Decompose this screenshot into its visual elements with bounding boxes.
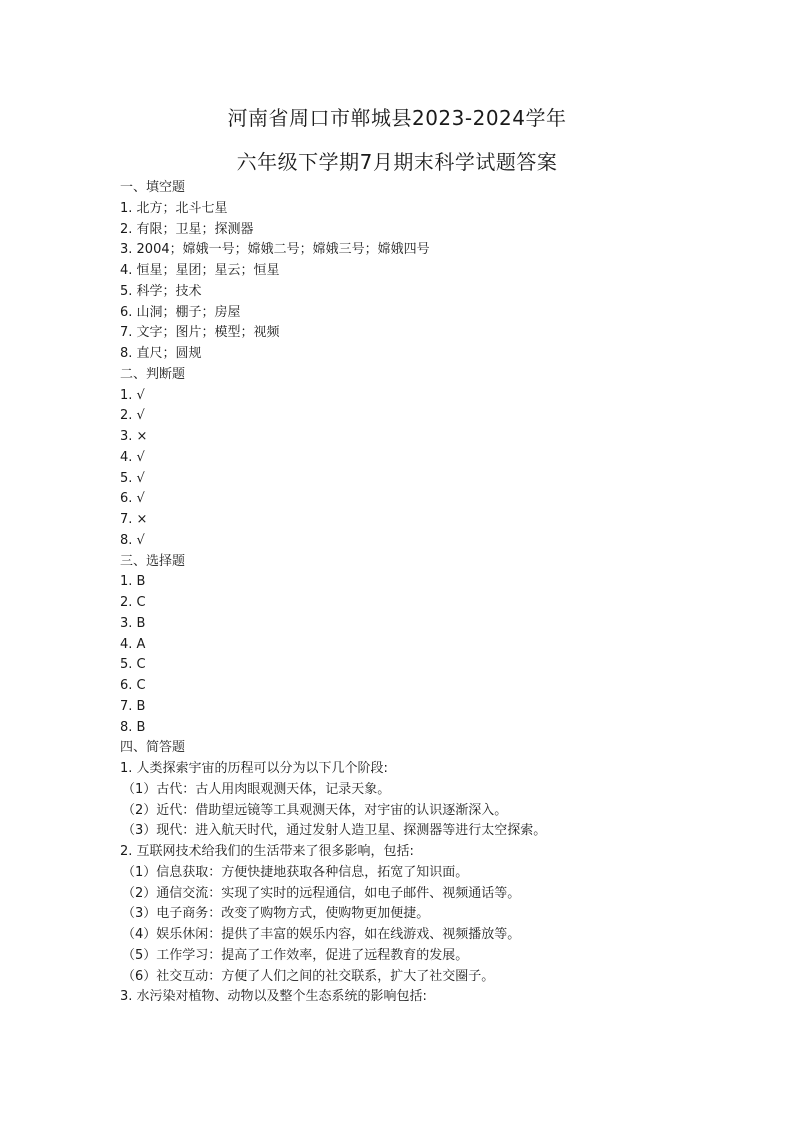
document-subtitle: 六年级下学期7月期末科学试题答案 [236,150,558,174]
choice-answer: 8. B [120,719,146,735]
choice-answer: 7. B [120,698,146,714]
fill-answer: 2. 有限；卫星；探测器 [120,221,254,237]
fill-answer: 5. 科学；技术 [120,283,202,299]
choice-answer: 4. A [120,636,146,652]
choice-answer: 5. C [120,657,146,673]
short-answer-point: （1）古代：古人用肉眼观测天体，记录天象。 [122,781,391,797]
judge-answer: 1. √ [120,387,145,403]
fill-answer: 6. 山洞；棚子；房屋 [120,304,241,320]
judge-answer: 6. √ [120,491,145,507]
short-question-2: 2. 互联网技术给我们的生活带来了很多影响，包括: [120,844,414,859]
choice-answer: 3. B [120,615,146,631]
document-title: 河南省周口市郸城县2023-2024学年 [227,106,567,130]
short-answer-point: （1）信息获取：方便快捷地获取各种信息，拓宽了知识面。 [122,864,469,880]
short-answer-point: （2）近代：借助望远镜等工具观测天体，对宇宙的认识逐渐深入。 [122,802,508,818]
short-answer-point: （5）工作学习：提高了工作效率，促进了远程教育的发展。 [122,947,469,963]
short-answer-point: （4）娱乐休闲：提供了丰富的娱乐内容，如在线游戏、视频播放等。 [122,927,521,942]
judge-answer: 2. √ [120,408,145,424]
short-question-1: 1. 人类探索宇宙的历程可以分为以下几个阶段: [120,761,388,776]
section-heading-choice: 三、选择题 [120,553,186,569]
fill-answer: 1. 北方；北斗七星 [120,200,228,216]
short-answer-point: （2）通信交流：实现了实时的远程通信，如电子邮件、视频通话等。 [122,885,521,901]
fill-answer: 4. 恒星；星团；星云；恒星 [120,263,280,278]
short-answer-point: （6）社交互动：方便了人们之间的社交联系，扩大了社交圈子。 [122,968,495,984]
section-heading-fill: 一、填空题 [120,180,186,195]
short-answer-point: （3）现代：进入航天时代，通过发射人造卫星、探测器等进行太空探索。 [122,823,547,839]
fill-answer: 7. 文字；图片；模型；视频 [120,325,280,341]
short-question-3: 3. 水污染对植物、动物以及整个生态系统的影响包括: [120,989,427,1005]
section-heading-short: 四、简答题 [120,740,186,756]
choice-answer: 6. C [120,678,146,693]
fill-answer: 3. 2004；嫦娥一号；嫦娥二号；嫦娥三号；嫦娥四号 [120,242,430,258]
section-heading-judge: 二、判断题 [120,366,186,382]
choice-answer: 2. C [120,595,146,610]
judge-answer: 5. √ [120,470,145,486]
judge-answer: 8. √ [120,532,145,548]
choice-answer: 1. B [120,574,146,590]
answer-body [120,178,760,1008]
judge-answer: 3. × [120,429,148,444]
fill-answer: 8. 直尺；圆规 [120,346,202,361]
judge-answer: 4. √ [120,449,145,465]
judge-answer: 7. × [120,512,148,527]
short-answer-point: （3）电子商务：改变了购物方式，使购物更加便捷。 [122,906,430,922]
